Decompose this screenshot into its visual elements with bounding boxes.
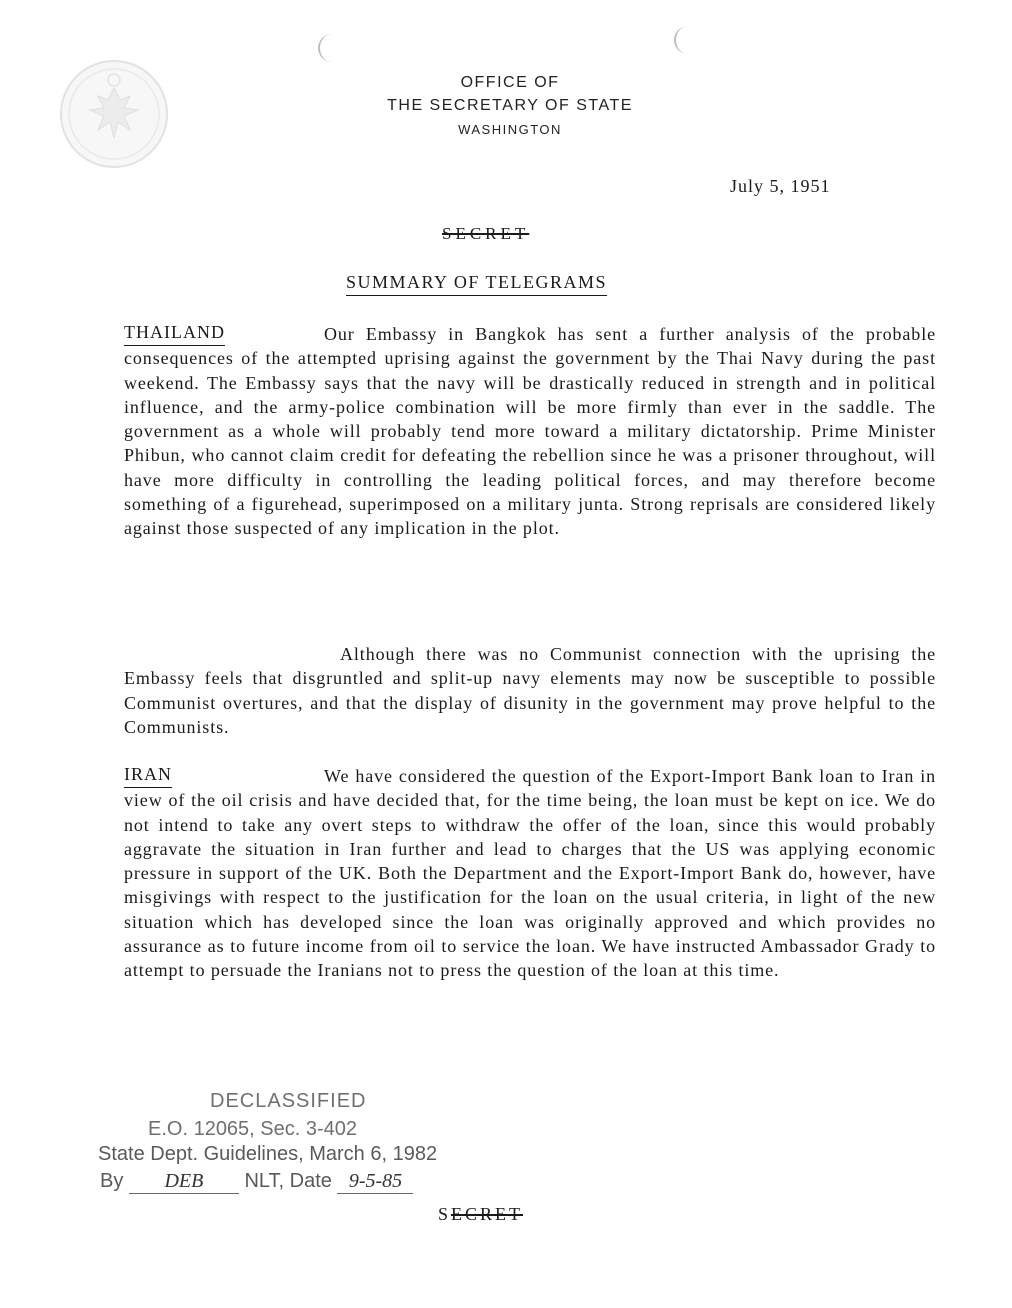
section-label-thailand: THAILAND [124,322,225,342]
classification-bottom [438,1204,523,1225]
punch-hole-right [674,26,702,54]
thailand-paragraph-1: Our Embassy in Bangkok has sent a further analysis of the probable consequences of the attempted uprising against the government by the Thai Navy during the past weekend. The Embassy says that the navy will be drastically reduced in strength and in political influence, and the army-police combination will be more firmly than ever in the saddle. The government as a whole will probably tend more toward a military dictatorship. Prime Minister Phibun, who cannot claim credit for defeating the rebellion since he was a prisoner throughout, will have more difficulty in controlling the leading political forces, and may therefore become something of a figurehead, superimposed on a military junta. Strong reprisals are considered likely against those suspected of any implication in the plot. [124,324,936,539]
thailand-paragraph-2: Although there was no Communist connection with the uprising the Embassy feels that disgruntled and split-up navy elements may now be susceptible to possible Communist overtures, and that the display of disunity in the government may prove helpful to the Communists. [124,644,936,737]
declassified-stamp-guidelines: State Dept. Guidelines, March 6, 1982 [98,1143,438,1165]
classification-bottom-first: S [438,1204,452,1224]
stamp-by-label: By [100,1170,124,1192]
classification-top: SECRET [442,224,530,243]
letterhead [300,72,720,142]
great-seal-icon [58,58,170,170]
document-heading: SUMMARY OF TELEGRAMS [346,272,608,292]
declassified-stamp-title: DECLASSIFIED [210,1090,367,1112]
iran-paragraph-1: We have considered the question of the Export-Import Bank loan to Iran in view of the oil crisis and have decided that, for the time being, the loan must be kept on ice. We do not intend to take any overt steps to withdraw the offer of the loan, since this would probably aggravate the situation in Iran further and lead to charges that the US was applying economic pressure in support of the UK. Both the Department and the Export-Import Bank do, however, have misgivings with respect to the justification for the loan on the usual criteria, in light of the new situation which has developed since the loan was originally approved and which provides no assurance as to future income from oil to service the loan. We have instructed Ambassador Grady to attempt to persuade the Iranians not to press the question of the loan at this time. [124,766,936,981]
stamp-date-value: 9-5-85 [337,1170,413,1194]
stamp-nlt-label: NLT, Date [244,1170,332,1192]
letterhead-secretary: THE SECRETARY OF STATE [387,97,633,114]
document-date: July 5, 1951 [730,176,831,196]
section-label-iran: IRAN [124,764,172,784]
stamp-initials: DEB [129,1170,239,1194]
classification-bottom-struck: ECRET [451,1204,524,1224]
letterhead-office: OFFICE OF [460,74,560,91]
declassified-stamp-signature-line [100,1170,413,1194]
letterhead-city: WASHINGTON [458,122,562,137]
declassified-stamp-order: E.O. 12065, Sec. 3-402 [148,1118,358,1140]
punch-hole-left [318,34,346,62]
